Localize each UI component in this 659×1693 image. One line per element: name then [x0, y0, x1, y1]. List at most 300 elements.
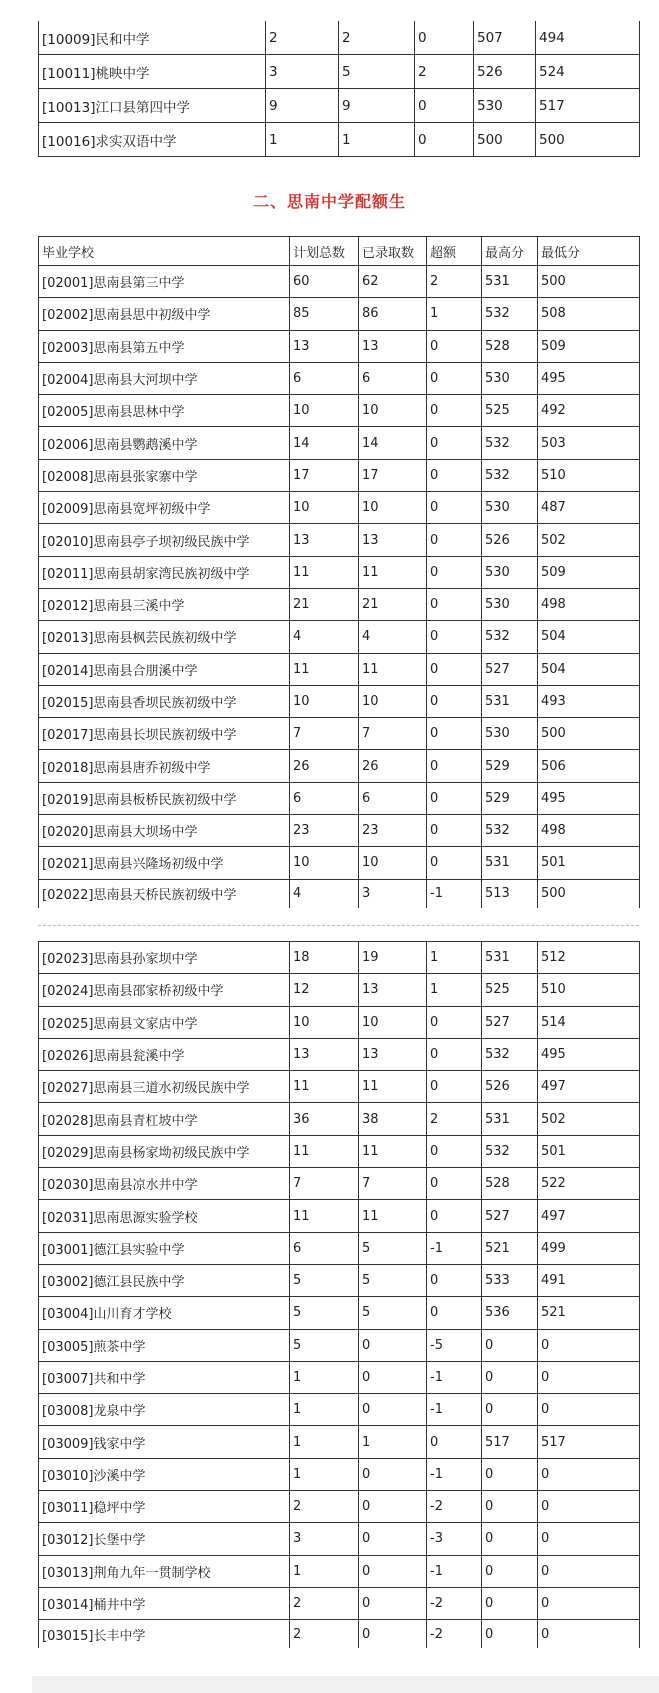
value-cell: 26 [359, 750, 427, 782]
school-cell: [02022]思南县天桥民族初级中学 [39, 879, 290, 908]
value-cell: 18 [290, 942, 359, 974]
value-cell: 530 [482, 556, 538, 588]
value-cell: 14 [359, 427, 427, 459]
value-cell: 21 [290, 588, 359, 620]
value-cell: -1 [427, 879, 482, 908]
table-row [39, 55, 640, 89]
school-cell: [02003]思南县第五中学 [39, 330, 290, 362]
value-cell: 499 [538, 1232, 640, 1264]
value-cell: 0 [427, 718, 482, 750]
value-cell: 4 [290, 879, 359, 908]
value-cell: 1 [427, 298, 482, 330]
value-cell: 6 [359, 782, 427, 814]
value-cell: 522 [538, 1168, 640, 1200]
value-cell: 530 [482, 718, 538, 750]
school-cell: [02012]思南县三溪中学 [39, 588, 290, 620]
value-cell: 0 [482, 1555, 538, 1587]
value-cell: 11 [290, 1071, 359, 1103]
value-cell: 2 [415, 55, 474, 89]
value-cell: 0 [427, 1071, 482, 1103]
value-cell: 13 [290, 1038, 359, 1070]
value-cell: 6 [290, 1232, 359, 1264]
table-row [39, 750, 640, 782]
value-cell: 12 [290, 974, 359, 1006]
value-cell: 1 [290, 1361, 359, 1393]
value-cell: 495 [538, 782, 640, 814]
value-cell: 0 [359, 1491, 427, 1523]
table-row [39, 330, 640, 362]
section-heading: 二、思南中学配额生 [252, 192, 406, 211]
table-row [39, 815, 640, 847]
value-cell: 0 [482, 1587, 538, 1619]
value-cell: 10 [290, 395, 359, 427]
school-cell: [02019]思南县板桥民族初级中学 [39, 782, 290, 814]
value-cell: 491 [538, 1264, 640, 1296]
value-cell: 532 [482, 815, 538, 847]
value-cell: 7 [290, 718, 359, 750]
value-cell: 504 [538, 621, 640, 653]
value-cell: 60 [290, 266, 359, 298]
table-row [39, 1232, 640, 1264]
value-cell: 0 [538, 1620, 640, 1649]
table-row [39, 1458, 640, 1490]
value-cell: 0 [482, 1523, 538, 1555]
value-cell: 508 [538, 298, 640, 330]
value-cell: 500 [538, 879, 640, 908]
value-cell: 2 [266, 21, 339, 55]
school-cell: [03002]德江县民族中学 [39, 1264, 290, 1296]
value-cell: 0 [427, 427, 482, 459]
value-cell: 0 [427, 1297, 482, 1329]
value-cell: 1 [266, 123, 339, 157]
value-cell: 62 [359, 266, 427, 298]
school-cell: [02005]思南县思林中学 [39, 395, 290, 427]
value-cell: 5 [290, 1264, 359, 1296]
value-cell: 0 [427, 1135, 482, 1167]
value-cell: 26 [290, 750, 359, 782]
value-cell: 11 [290, 1135, 359, 1167]
value-cell: 501 [538, 1135, 640, 1167]
value-cell: 528 [482, 1168, 538, 1200]
table-row [39, 524, 640, 556]
value-cell: 530 [482, 588, 538, 620]
value-cell: 7 [359, 1168, 427, 1200]
value-cell: 0 [359, 1587, 427, 1619]
school-cell: [02002]思南县思中初级中学 [39, 298, 290, 330]
school-cell: [02023]思南县孙家坝中学 [39, 942, 290, 974]
value-cell: 531 [482, 847, 538, 879]
header-plan-total: 计划总数 [290, 237, 359, 266]
school-cell: [02028]思南县青杠坡中学 [39, 1103, 290, 1135]
value-cell: 0 [359, 1555, 427, 1587]
value-cell: 493 [538, 685, 640, 717]
value-cell: 0 [538, 1587, 640, 1619]
table-row [39, 89, 640, 123]
value-cell: 13 [359, 1038, 427, 1070]
value-cell: 526 [474, 55, 536, 89]
value-cell: 517 [482, 1426, 538, 1458]
value-cell: 5 [290, 1329, 359, 1361]
school-cell: [02024]思南县邵家桥初级中学 [39, 974, 290, 1006]
table-row [39, 1361, 640, 1393]
value-cell: 0 [538, 1523, 640, 1555]
value-cell: 1 [339, 123, 415, 157]
table-row [39, 556, 640, 588]
value-cell: 532 [482, 459, 538, 491]
value-cell: 11 [290, 653, 359, 685]
value-cell: 21 [359, 588, 427, 620]
table-row [39, 362, 640, 394]
value-cell: 9 [266, 89, 339, 123]
value-cell: 0 [482, 1329, 538, 1361]
value-cell: 0 [538, 1555, 640, 1587]
school-cell: [03001]德江县实验中学 [39, 1232, 290, 1264]
value-cell: 2 [290, 1620, 359, 1649]
value-cell: 0 [427, 330, 482, 362]
table-row [39, 1491, 640, 1523]
value-cell: 0 [359, 1458, 427, 1490]
value-cell: 9 [339, 89, 415, 123]
value-cell: 1 [427, 942, 482, 974]
value-cell: 0 [538, 1491, 640, 1523]
value-cell: 525 [482, 974, 538, 1006]
value-cell: 514 [538, 1006, 640, 1038]
value-cell: -3 [427, 1523, 482, 1555]
value-cell: 507 [474, 21, 536, 55]
value-cell: 10 [290, 685, 359, 717]
value-cell: 0 [427, 1264, 482, 1296]
school-cell: [02025]思南县文家店中学 [39, 1006, 290, 1038]
value-cell: 0 [538, 1394, 640, 1426]
value-cell: 6 [359, 362, 427, 394]
value-cell: 10 [359, 1006, 427, 1038]
value-cell: 10 [359, 395, 427, 427]
value-cell: 10 [359, 685, 427, 717]
value-cell: 0 [427, 1426, 482, 1458]
value-cell: 532 [482, 298, 538, 330]
page-break-divider [38, 925, 639, 926]
value-cell: 0 [427, 750, 482, 782]
value-cell: 502 [538, 524, 640, 556]
table-row [39, 459, 640, 491]
table-row [39, 298, 640, 330]
value-cell: 11 [290, 556, 359, 588]
table-row [39, 1071, 640, 1103]
value-cell: 3 [290, 1523, 359, 1555]
school-cell: [02006]思南县鹦鹉溪中学 [39, 427, 290, 459]
value-cell: 3 [266, 55, 339, 89]
school-cell: [03014]桶井中学 [39, 1587, 290, 1619]
value-cell: 5 [359, 1297, 427, 1329]
footer-bar [32, 1676, 659, 1693]
value-cell: 500 [474, 123, 536, 157]
school-cell: [03015]长丰中学 [39, 1620, 290, 1649]
value-cell: 0 [427, 1200, 482, 1232]
table-row [39, 653, 640, 685]
value-cell: 526 [482, 524, 538, 556]
value-cell: 521 [538, 1297, 640, 1329]
value-cell: 497 [538, 1200, 640, 1232]
table-row [39, 1329, 640, 1361]
value-cell: 527 [482, 1200, 538, 1232]
table-row [39, 1200, 640, 1232]
value-cell: 4 [359, 621, 427, 653]
school-cell: [02010]思南县亭子坝初级民族中学 [39, 524, 290, 556]
value-cell: -2 [427, 1620, 482, 1649]
table-row [39, 782, 640, 814]
value-cell: -5 [427, 1329, 482, 1361]
school-cell: [02009]思南县宽坪初级中学 [39, 492, 290, 524]
value-cell: 513 [482, 879, 538, 908]
table-row [39, 1620, 640, 1649]
table-row [39, 395, 640, 427]
value-cell: 11 [359, 1135, 427, 1167]
value-cell: 504 [538, 653, 640, 685]
value-cell: 17 [359, 459, 427, 491]
value-cell: 1 [359, 1426, 427, 1458]
value-cell: 17 [290, 459, 359, 491]
value-cell: 0 [538, 1361, 640, 1393]
value-cell: 7 [359, 718, 427, 750]
value-cell: 531 [482, 685, 538, 717]
value-cell: 506 [538, 750, 640, 782]
value-cell: 0 [427, 588, 482, 620]
value-cell: 2 [427, 1103, 482, 1135]
value-cell: 497 [538, 1071, 640, 1103]
value-cell: 494 [536, 21, 640, 55]
school-cell: [03007]共和中学 [39, 1361, 290, 1393]
value-cell: 0 [415, 89, 474, 123]
value-cell: -2 [427, 1491, 482, 1523]
table-row [39, 1394, 640, 1426]
value-cell: 1 [290, 1426, 359, 1458]
value-cell: 528 [482, 330, 538, 362]
value-cell: 0 [427, 1006, 482, 1038]
table-row [39, 718, 640, 750]
value-cell: 502 [538, 1103, 640, 1135]
value-cell: 0 [427, 621, 482, 653]
value-cell: 531 [482, 1103, 538, 1135]
table-row [39, 1426, 640, 1458]
value-cell: 532 [482, 1135, 538, 1167]
value-cell: 0 [427, 524, 482, 556]
value-cell: 6 [290, 362, 359, 394]
school-cell: [02026]思南县瓮溪中学 [39, 1038, 290, 1070]
school-cell: [02011]思南县胡家湾民族初级中学 [39, 556, 290, 588]
value-cell: 0 [359, 1361, 427, 1393]
value-cell: 0 [482, 1458, 538, 1490]
value-cell: 0 [538, 1329, 640, 1361]
value-cell: 11 [359, 1200, 427, 1232]
value-cell: 0 [427, 395, 482, 427]
value-cell: 1 [427, 974, 482, 1006]
school-cell: [03013]荆角九年一贯制学校 [39, 1555, 290, 1587]
table-row [39, 1135, 640, 1167]
school-cell: [02015]思南县香坝民族初级中学 [39, 685, 290, 717]
value-cell: 5 [339, 55, 415, 89]
school-cell: [03008]龙泉中学 [39, 1394, 290, 1426]
value-cell: 0 [359, 1394, 427, 1426]
value-cell: 10 [290, 1006, 359, 1038]
header-max-score: 最高分 [482, 237, 538, 266]
school-cell: [10011]桃映中学 [39, 55, 266, 89]
value-cell: 529 [482, 782, 538, 814]
table-row [39, 974, 640, 1006]
value-cell: 36 [290, 1103, 359, 1135]
value-cell: 517 [536, 89, 640, 123]
value-cell: 527 [482, 653, 538, 685]
value-cell: 509 [538, 330, 640, 362]
value-cell: 532 [482, 1038, 538, 1070]
value-cell: 1 [290, 1458, 359, 1490]
value-cell: 532 [482, 427, 538, 459]
value-cell: 500 [538, 266, 640, 298]
value-cell: 487 [538, 492, 640, 524]
value-cell: 0 [359, 1329, 427, 1361]
value-cell: 0 [538, 1458, 640, 1490]
value-cell: 503 [538, 427, 640, 459]
value-cell: 0 [427, 815, 482, 847]
value-cell: -1 [427, 1555, 482, 1587]
value-cell: -1 [427, 1458, 482, 1490]
table-row [39, 879, 640, 908]
value-cell: 11 [359, 1071, 427, 1103]
table-row [39, 1006, 640, 1038]
value-cell: 3 [359, 879, 427, 908]
value-cell: 13 [290, 330, 359, 362]
school-cell: [03005]煎茶中学 [39, 1329, 290, 1361]
value-cell: 5 [359, 1232, 427, 1264]
value-cell: 495 [538, 1038, 640, 1070]
table-row [39, 1523, 640, 1555]
value-cell: 536 [482, 1297, 538, 1329]
value-cell: 10 [359, 492, 427, 524]
value-cell: 509 [538, 556, 640, 588]
school-cell: [10009]民和中学 [39, 21, 266, 55]
value-cell: 1 [290, 1394, 359, 1426]
value-cell: -1 [427, 1361, 482, 1393]
school-cell: [02014]思南县合朋溪中学 [39, 653, 290, 685]
value-cell: 0 [427, 1038, 482, 1070]
table-row [39, 1103, 640, 1135]
value-cell: 0 [427, 685, 482, 717]
school-cell: [02008]思南县张家寨中学 [39, 459, 290, 491]
table-row [39, 685, 640, 717]
school-cell: [02027]思南县三道水初级民族中学 [39, 1071, 290, 1103]
value-cell: 5 [290, 1297, 359, 1329]
value-cell: 525 [482, 395, 538, 427]
value-cell: 2 [427, 266, 482, 298]
value-cell: 498 [538, 588, 640, 620]
value-cell: 2 [339, 21, 415, 55]
table-row [39, 1264, 640, 1296]
value-cell: 501 [538, 847, 640, 879]
value-cell: 0 [427, 653, 482, 685]
value-cell: 0 [359, 1620, 427, 1649]
table-row [39, 1297, 640, 1329]
value-cell: 86 [359, 298, 427, 330]
value-cell: 6 [290, 782, 359, 814]
school-cell: [02001]思南县第三中学 [39, 266, 290, 298]
value-cell: 517 [538, 1426, 640, 1458]
school-cell: [10013]江口县第四中学 [39, 89, 266, 123]
value-cell: 500 [538, 718, 640, 750]
table-row [39, 21, 640, 55]
value-cell: 13 [359, 330, 427, 362]
value-cell: 531 [482, 266, 538, 298]
table-row [39, 1038, 640, 1070]
value-cell: 0 [482, 1620, 538, 1649]
school-cell: [03004]山川育才学校 [39, 1297, 290, 1329]
value-cell: 530 [482, 492, 538, 524]
school-cell: [03010]沙溪中学 [39, 1458, 290, 1490]
quota-table-part2 [38, 941, 640, 1648]
school-cell: [03011]稳坪中学 [39, 1491, 290, 1523]
value-cell: 495 [538, 362, 640, 394]
school-cell: [03009]钱家中学 [39, 1426, 290, 1458]
school-cell: [02018]思南县唐乔初级中学 [39, 750, 290, 782]
value-cell: 10 [359, 847, 427, 879]
value-cell: 0 [482, 1361, 538, 1393]
school-cell: [02013]思南县枫芸民族初级中学 [39, 621, 290, 653]
value-cell: 0 [415, 21, 474, 55]
school-cell: [02029]思南县杨家坳初级民族中学 [39, 1135, 290, 1167]
value-cell: 2 [290, 1587, 359, 1619]
value-cell: 521 [482, 1232, 538, 1264]
table-row [39, 266, 640, 298]
value-cell: 10 [290, 847, 359, 879]
value-cell: 13 [290, 524, 359, 556]
value-cell: 0 [427, 1168, 482, 1200]
value-cell: 0 [482, 1491, 538, 1523]
value-cell: 23 [359, 815, 427, 847]
table-row [39, 621, 640, 653]
table-row [39, 942, 640, 974]
value-cell: 0 [427, 847, 482, 879]
table-row [39, 427, 640, 459]
value-cell: -1 [427, 1394, 482, 1426]
school-cell: [02021]思南县兴隆场初级中学 [39, 847, 290, 879]
value-cell: 529 [482, 750, 538, 782]
value-cell: 7 [290, 1168, 359, 1200]
header-excess: 超额 [427, 237, 482, 266]
table-row [39, 847, 640, 879]
table-row [39, 123, 640, 157]
value-cell: 23 [290, 815, 359, 847]
header-school: 毕业学校 [39, 237, 290, 266]
school-cell: [03012]长堡中学 [39, 1523, 290, 1555]
school-cell: [02031]思南思源实验学校 [39, 1200, 290, 1232]
value-cell: 532 [482, 621, 538, 653]
header-min-score: 最低分 [538, 237, 640, 266]
value-cell: 10 [290, 492, 359, 524]
value-cell: 510 [538, 459, 640, 491]
value-cell: 510 [538, 974, 640, 1006]
value-cell: 85 [290, 298, 359, 330]
value-cell: 13 [359, 524, 427, 556]
value-cell: 4 [290, 621, 359, 653]
quota-table-part1 [38, 236, 640, 908]
value-cell: 11 [290, 1200, 359, 1232]
value-cell: 0 [415, 123, 474, 157]
value-cell: 0 [359, 1523, 427, 1555]
value-cell: 512 [538, 942, 640, 974]
school-cell: [02020]思南县大坝场中学 [39, 815, 290, 847]
value-cell: 2 [290, 1491, 359, 1523]
value-cell: 0 [427, 782, 482, 814]
table-row [39, 1555, 640, 1587]
value-cell: 498 [538, 815, 640, 847]
